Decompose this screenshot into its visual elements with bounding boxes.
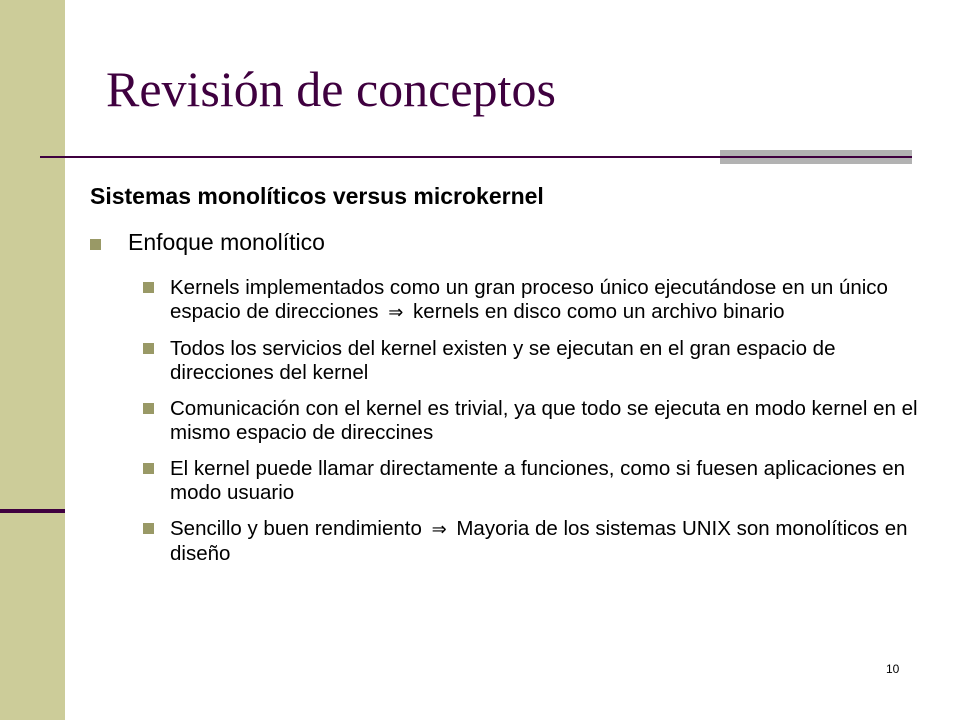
- bullet-item: [143, 457, 943, 505]
- square-bullet-icon: [143, 403, 154, 414]
- slide-title: Revisión de conceptos: [106, 61, 556, 117]
- bullet-text: Comunicación con el kernel es trivial, ya que todo se ejecuta en modo kernel en el mismo espacio de direccines: [170, 397, 918, 444]
- bullet-item: [143, 337, 943, 385]
- square-bullet-icon: [90, 239, 101, 250]
- bullet-text: Sencillo y buen rendimiento: [170, 517, 422, 540]
- square-bullet-icon: [143, 343, 154, 354]
- page-number: 10: [886, 662, 900, 676]
- bullet-text-continued: Mayoria de los sistemas UNIX son monolíticos en diseño: [170, 517, 908, 565]
- implies-arrow-icon: ⇒: [388, 302, 404, 323]
- square-bullet-icon: [143, 282, 154, 293]
- title-underline-accent: [720, 150, 912, 164]
- bullet-list: [143, 276, 943, 578]
- bullet-item: [143, 517, 943, 566]
- bullet-level1-text: Enfoque monolítico: [128, 229, 325, 255]
- square-bullet-icon: [143, 523, 154, 534]
- bullet-text: El kernel puede llamar directamente a funciones, como si fuesen aplicaciones en modo usuario: [170, 457, 905, 504]
- bullet-item: [143, 276, 943, 325]
- square-bullet-icon: [143, 463, 154, 474]
- left-decorative-band: [0, 0, 65, 720]
- slide-subtitle: Sistemas monolíticos versus microkernel: [90, 183, 544, 209]
- bullet-text-continued: kernels en disco como un archivo binario: [413, 300, 785, 323]
- bullet-text: Todos los servicios del kernel existen y se ejecutan en el gran espacio de direcciones del kernel: [170, 337, 836, 384]
- bullet-text: Kernels implementados como un gran proceso único ejecutándose en un único espacio de direcciones: [170, 276, 888, 323]
- implies-arrow-icon: ⇒: [431, 519, 447, 540]
- bullet-item: [143, 397, 943, 445]
- left-band-divider: [0, 509, 65, 513]
